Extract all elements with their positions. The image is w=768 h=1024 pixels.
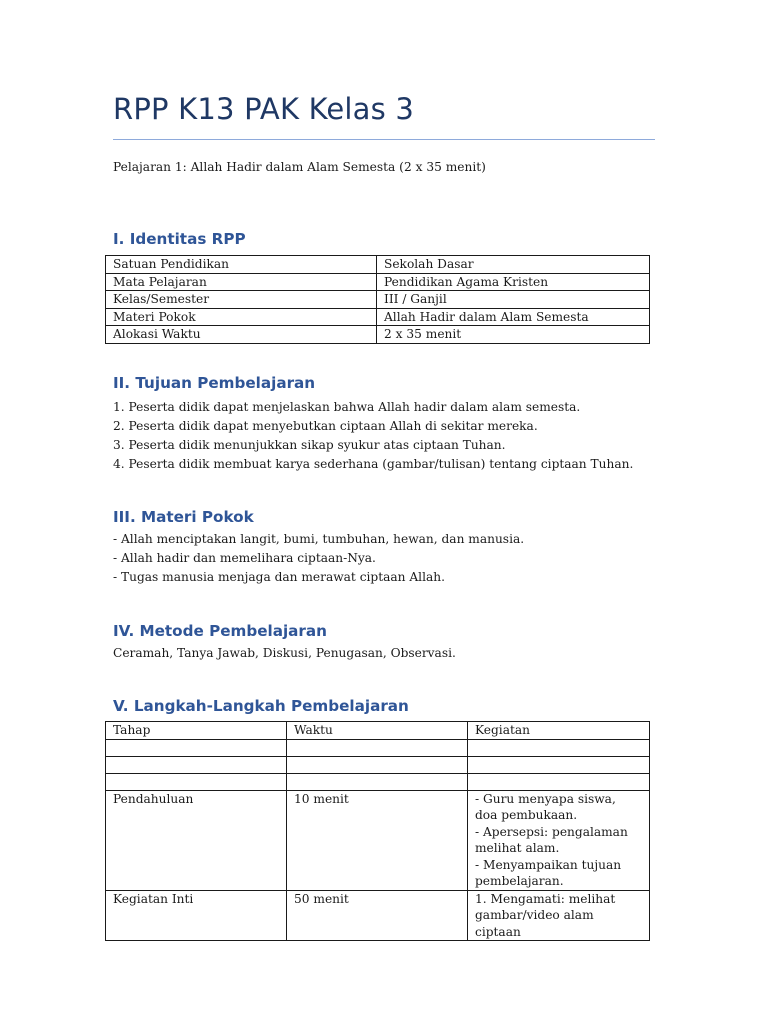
activity-cell <box>468 890 650 941</box>
table-row <box>106 326 650 344</box>
list-item: - Tugas manusia menjaga dan merawat ciptaan Allah. <box>113 570 445 584</box>
empty-cell <box>106 739 287 756</box>
empty-cell <box>468 773 650 790</box>
table-cell-label: Materi Pokok <box>106 308 377 326</box>
table-row <box>106 273 650 291</box>
table-cell-value: III / Ganjil <box>377 291 650 309</box>
table-row <box>106 790 650 890</box>
empty-row <box>106 773 650 790</box>
activity-item: - Guru menyapa siswa, doa pembukaan. <box>475 791 616 822</box>
title-divider <box>113 139 655 140</box>
steps-heading: V. Langkah-Langkah Pembelajaran <box>113 697 409 715</box>
list-item: 4. Peserta didik membuat karya sederhana (gambar/tulisan) tentang ciptaan Tuhan. <box>113 457 634 471</box>
time-cell: 50 menit <box>287 890 468 941</box>
list-item: - Allah hadir dan memelihara ciptaan-Nya. <box>113 551 376 565</box>
stage-cell: Kegiatan Inti <box>106 890 287 941</box>
activity-item: 1. Mengamati: melihat gambar/video alam ciptaan <box>475 891 616 939</box>
list-item: 3. Peserta didik menunjukkan sikap syukur atas ciptaan Tuhan. <box>113 438 506 452</box>
empty-cell <box>287 773 468 790</box>
steps-table <box>105 721 650 941</box>
objectives-heading: II. Tujuan Pembelajaran <box>113 374 316 392</box>
empty-row <box>106 756 650 773</box>
empty-row <box>106 739 650 756</box>
list-item: - Allah menciptakan langit, bumi, tumbuhan, hewan, dan manusia. <box>113 532 525 546</box>
methods-text-line: Ceramah, Tanya Jawab, Diskusi, Penugasan, Observasi. <box>113 646 456 660</box>
table-header-row <box>106 722 650 740</box>
table-row <box>106 291 650 309</box>
empty-cell <box>468 739 650 756</box>
column-header-stage: Tahap <box>106 722 287 740</box>
column-header-activity: Kegiatan <box>468 722 650 740</box>
stage-cell: Pendahuluan <box>106 790 287 890</box>
identity-heading: I. Identitas RPP <box>113 230 246 248</box>
table-cell-label: Mata Pelajaran <box>106 273 377 291</box>
empty-cell <box>468 756 650 773</box>
column-header-time: Waktu <box>287 722 468 740</box>
methods-heading: IV. Metode Pembelajaran <box>113 622 327 640</box>
activity-item: - Menyampaikan tujuan pembelajaran. <box>475 857 622 888</box>
empty-cell <box>106 773 287 790</box>
table-cell-value: Pendidikan Agama Kristen <box>377 273 650 291</box>
empty-cell <box>287 739 468 756</box>
time-cell: 10 menit <box>287 790 468 890</box>
empty-cell <box>106 756 287 773</box>
table-cell-label: Kelas/Semester <box>106 291 377 309</box>
table-row <box>106 308 650 326</box>
methods-text <box>113 644 456 663</box>
objectives-list <box>113 398 633 474</box>
document-title: RPP K13 PAK Kelas 3 <box>113 92 415 126</box>
list-item: 2. Peserta didik dapat menyebutkan ciptaan Allah di sekitar mereka. <box>113 419 538 433</box>
table-row <box>106 890 650 941</box>
table-cell-value: Sekolah Dasar <box>377 256 650 274</box>
identity-table <box>105 255 650 344</box>
material-heading: III. Materi Pokok <box>113 508 254 526</box>
table-cell-label: Alokasi Waktu <box>106 326 377 344</box>
activity-item: - Apersepsi: pengalaman melihat alam. <box>475 824 628 855</box>
table-cell-label: Satuan Pendidikan <box>106 256 377 274</box>
lesson-subtitle: Pelajaran 1: Allah Hadir dalam Alam Semesta (2 x 35 menit) <box>113 160 486 174</box>
table-cell-value: 2 x 35 menit <box>377 326 650 344</box>
list-item: 1. Peserta didik dapat menjelaskan bahwa Allah hadir dalam alam semesta. <box>113 400 581 414</box>
table-cell-value: Allah Hadir dalam Alam Semesta <box>377 308 650 326</box>
material-list <box>113 530 524 587</box>
empty-cell <box>287 756 468 773</box>
activity-cell <box>468 790 650 890</box>
table-row <box>106 256 650 274</box>
